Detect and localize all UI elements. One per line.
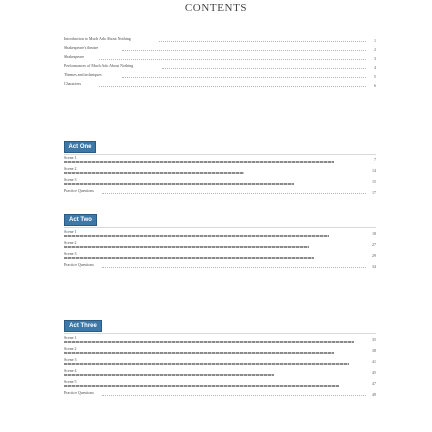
leader-dots (102, 193, 366, 194)
page-title: CONTENTS (184, 2, 248, 14)
toc-entry-label: Scene 5 (64, 379, 77, 384)
leader-dots (162, 68, 366, 69)
toc-entry-page: 27 (372, 242, 376, 247)
scene-summary-line (64, 374, 274, 376)
toc-entry-page: 14 (372, 168, 376, 173)
toc-entry-label: Scene 3 (64, 251, 77, 256)
leader-dots (122, 50, 366, 51)
toc-entry-label: Scene 1 (64, 229, 77, 234)
toc-entry-page: 1 (374, 38, 376, 43)
toc-entry-page: 2 (374, 47, 376, 52)
toc-entry[interactable] (64, 359, 376, 368)
toc-entry-page: 5 (374, 74, 376, 79)
toc-entry[interactable] (64, 242, 376, 251)
toc-entry[interactable] (64, 179, 376, 188)
leader-dots (99, 59, 366, 60)
toc-entry-page: 3 (374, 56, 376, 61)
leader-dots (102, 395, 366, 396)
toc-entry[interactable] (64, 231, 376, 240)
scene-summary-line (64, 341, 354, 343)
scene-summary-line (64, 385, 339, 387)
toc-entry[interactable] (64, 65, 376, 72)
toc-entry[interactable] (64, 38, 376, 45)
act-three-badge[interactable]: Act Three (64, 320, 102, 332)
toc-entry-page: 38 (372, 348, 376, 353)
toc-entry-label: Practice Questions (64, 390, 94, 395)
toc-entry-label: Introduction to Much Ado About Nothing (64, 36, 131, 41)
toc-entry-label: Practice Questions (64, 188, 94, 193)
leader-dots (99, 86, 366, 87)
toc-entry[interactable] (64, 47, 376, 54)
toc-entry-label: Scene 2 (64, 346, 77, 351)
section-rule (64, 227, 376, 228)
toc-entry-page: 34 (372, 264, 376, 269)
toc-entry-label: Scene 3 (64, 177, 77, 182)
toc-entry-page: 7 (374, 157, 376, 162)
toc-entry[interactable] (64, 381, 376, 390)
toc-entry[interactable] (64, 253, 376, 262)
toc-entry-page: 35 (372, 337, 376, 342)
toc-entry-label: Scene 1 (64, 155, 77, 160)
intro-section (64, 38, 376, 92)
scene-summary-line (64, 183, 294, 185)
toc-entry-label: Practice Questions (64, 262, 94, 267)
scene-summary-line (64, 246, 309, 248)
toc-entry-page: 29 (372, 253, 376, 258)
act-one-section (64, 157, 376, 199)
scene-summary-line (64, 172, 244, 174)
toc-entry[interactable] (64, 83, 376, 90)
toc-entry[interactable] (64, 370, 376, 379)
section-rule (64, 333, 376, 334)
act-two-badge[interactable]: Act Two (64, 214, 97, 226)
toc-entry[interactable] (64, 392, 376, 399)
toc-entry-label: Performances of Much Ado About Nothing (64, 63, 134, 68)
act-two-section (64, 231, 376, 273)
toc-entry-label: Scene 4 (64, 368, 77, 373)
toc-entry-page: 45 (372, 370, 376, 375)
toc-entry[interactable] (64, 190, 376, 197)
leader-dots (122, 77, 366, 78)
toc-entry-page: 6 (374, 83, 376, 88)
toc-entry[interactable] (64, 56, 376, 63)
toc-entry[interactable] (64, 74, 376, 81)
toc-entry-label: Scene 3 (64, 357, 77, 362)
toc-entry-page: 18 (372, 231, 376, 236)
scene-summary-line (64, 235, 329, 237)
toc-entry-page: 41 (372, 359, 376, 364)
toc-entry-label: Shakespeare's theatre (64, 45, 99, 50)
toc-entry-page: 4 (374, 65, 376, 70)
toc-entry-label: Scene 2 (64, 166, 77, 171)
act-three-section (64, 337, 376, 401)
toc-entry[interactable] (64, 168, 376, 177)
leader-dots (102, 267, 366, 268)
toc-entry-label: Themes and techniques (64, 72, 102, 77)
scene-summary-line (64, 363, 349, 365)
toc-entry[interactable] (64, 348, 376, 357)
toc-entry-label: Scene 1 (64, 335, 77, 340)
toc-entry-label: Shakespeare (64, 54, 84, 59)
scene-summary-line (64, 352, 334, 354)
toc-entry-page: 49 (372, 392, 376, 397)
leader-dots (159, 41, 366, 42)
toc-entry[interactable] (64, 264, 376, 271)
toc-entry-page: 47 (372, 381, 376, 386)
toc-entry-page: 15 (372, 179, 376, 184)
toc-entry-label: Scene 2 (64, 240, 77, 245)
toc-entry-label: Characters (64, 81, 82, 86)
act-one-badge[interactable]: Act One (64, 141, 96, 153)
scene-summary-line (64, 257, 314, 259)
section-rule (64, 154, 376, 155)
toc-entry[interactable] (64, 157, 376, 166)
toc-entry[interactable] (64, 337, 376, 346)
scene-summary-line (64, 161, 334, 163)
toc-entry-page: 17 (372, 190, 376, 195)
